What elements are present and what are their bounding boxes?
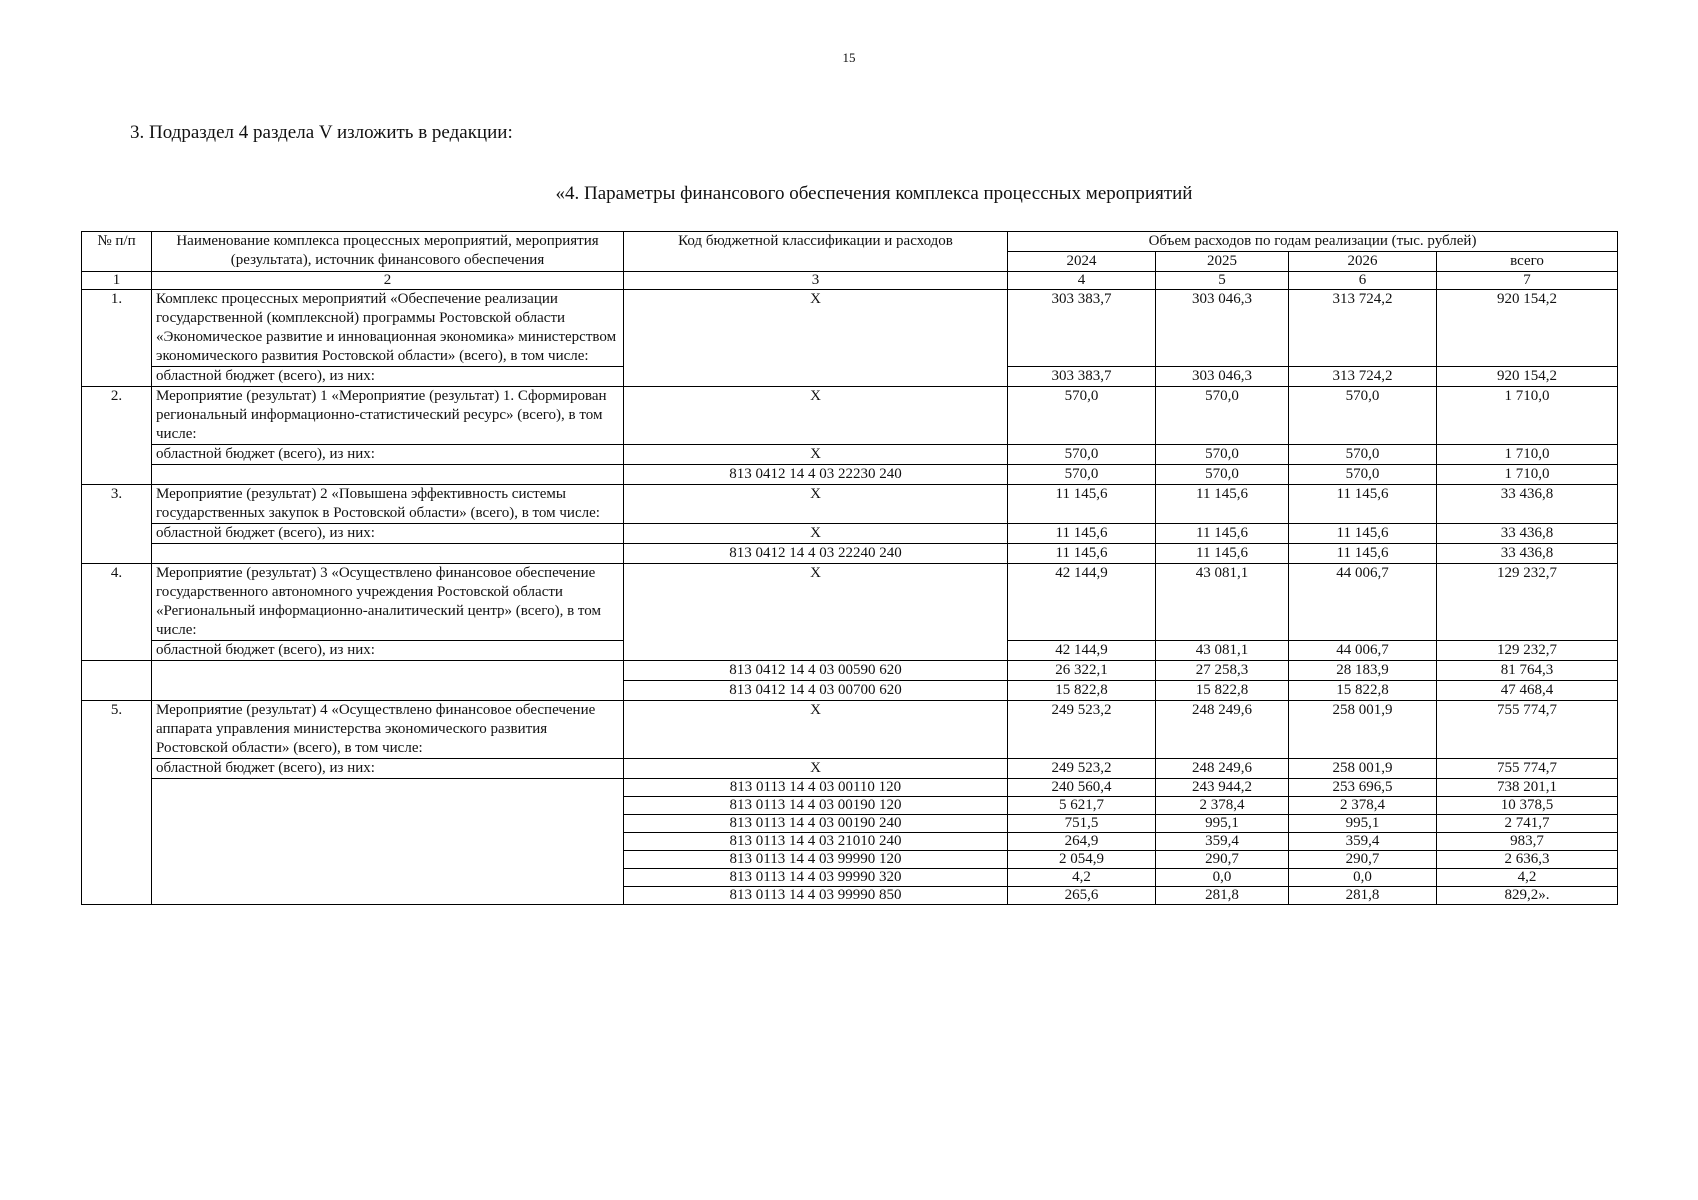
value-2026: 28 183,9 [1289, 661, 1437, 681]
value-total: 47 468,4 [1437, 681, 1618, 701]
header-volume: Объем расходов по годам реализации (тыс. рублей) [1008, 232, 1618, 252]
table-row [82, 779, 1618, 797]
value-2024: 15 822,8 [1008, 681, 1156, 701]
value-2025: 2 378,4 [1156, 797, 1289, 815]
empty-cell [152, 544, 624, 564]
value-2025: 303 046,3 [1156, 290, 1289, 367]
value-2026: 995,1 [1289, 815, 1437, 833]
value-2024: 11 145,6 [1008, 524, 1156, 544]
table-row [82, 445, 1618, 465]
value-2026: 313 724,2 [1289, 290, 1437, 367]
row-title: Комплекс процессных мероприятий «Обеспечение реализации государственной (комплексной) программы Ростовской области «Экономическое развитие и инновационная экономика» министерством экономического развития Ростовской области» (всего), в том числе: [152, 290, 624, 367]
value-total: 10 378,5 [1437, 797, 1618, 815]
value-2025: 11 145,6 [1156, 544, 1289, 564]
finance-table [81, 231, 1618, 905]
row-number: 3. [82, 485, 152, 564]
value-total: 129 232,7 [1437, 641, 1618, 661]
value-2025: 995,1 [1156, 815, 1289, 833]
value-total: 920 154,2 [1437, 290, 1618, 367]
column-number: 3 [624, 272, 1008, 290]
value-total: 33 436,8 [1437, 524, 1618, 544]
value-total: 2 636,3 [1437, 851, 1618, 869]
value-2025: 281,8 [1156, 887, 1289, 905]
value-2026: 11 145,6 [1289, 544, 1437, 564]
budget-code: X [624, 387, 1008, 445]
section-heading: «4. Параметры финансового обеспечения комплекса процессных мероприятий [555, 183, 1193, 204]
value-2026: 15 822,8 [1289, 681, 1437, 701]
table-row [82, 524, 1618, 544]
value-2024: 4,2 [1008, 869, 1156, 887]
page-number: 15 [842, 50, 856, 65]
value-2024: 570,0 [1008, 465, 1156, 485]
value-2026: 11 145,6 [1289, 485, 1437, 524]
value-total: 983,7 [1437, 833, 1618, 851]
value-2025: 27 258,3 [1156, 661, 1289, 681]
row-title: Мероприятие (результат) 1 «Мероприятие (результат) 1. Сформирован региональный информационно-статистический ресурс» (всего), в том числе: [152, 387, 624, 445]
value-2024: 42 144,9 [1008, 564, 1156, 641]
table-row [82, 564, 1618, 641]
budget-label: областной бюджет (всего), из них: [152, 445, 624, 465]
column-number: 6 [1289, 272, 1437, 290]
value-2026: 570,0 [1289, 465, 1437, 485]
row-title: Мероприятие (результат) 2 «Повышена эффективность системы государственных закупок в Ростовской области» (всего), в том числе: [152, 485, 624, 524]
budget-code: X [624, 445, 1008, 465]
budget-code: X [624, 290, 1008, 387]
value-2025: 570,0 [1156, 387, 1289, 445]
value-total: 33 436,8 [1437, 485, 1618, 524]
row-number: 2. [82, 387, 152, 485]
column-number: 4 [1008, 272, 1156, 290]
table-row [82, 701, 1618, 759]
empty-cell [152, 465, 624, 485]
value-total: 33 436,8 [1437, 544, 1618, 564]
table-row [82, 759, 1618, 779]
value-2026: 313 724,2 [1289, 367, 1437, 387]
budget-code: 813 0412 14 4 03 22240 240 [624, 544, 1008, 564]
value-total: 2 741,7 [1437, 815, 1618, 833]
value-2024: 26 322,1 [1008, 661, 1156, 681]
value-2026: 0,0 [1289, 869, 1437, 887]
column-number: 2 [152, 272, 624, 290]
row-number: 1. [82, 290, 152, 387]
budget-code: 813 0113 14 4 03 99990 320 [624, 869, 1008, 887]
table-row [82, 465, 1618, 485]
value-2026: 290,7 [1289, 851, 1437, 869]
budget-code: X [624, 759, 1008, 779]
value-2025: 243 944,2 [1156, 779, 1289, 797]
value-2025: 359,4 [1156, 833, 1289, 851]
value-2025: 15 822,8 [1156, 681, 1289, 701]
value-2025: 11 145,6 [1156, 524, 1289, 544]
row-title: Мероприятие (результат) 3 «Осуществлено финансовое обеспечение государственного автономного учреждения Ростовской области «Региональный информационно-аналитический центр» (всего), в том числе: [152, 564, 624, 641]
value-2024: 5 621,7 [1008, 797, 1156, 815]
budget-code: 813 0412 14 4 03 00590 620 [624, 661, 1008, 681]
budget-code: 813 0113 14 4 03 00110 120 [624, 779, 1008, 797]
budget-code: 813 0412 14 4 03 00700 620 [624, 681, 1008, 701]
value-2024: 11 145,6 [1008, 485, 1156, 524]
value-2024: 570,0 [1008, 387, 1156, 445]
value-total: 755 774,7 [1437, 701, 1618, 759]
value-2024: 249 523,2 [1008, 759, 1156, 779]
header-year: 2026 [1289, 252, 1437, 272]
value-2024: 303 383,7 [1008, 290, 1156, 367]
value-2025: 11 145,6 [1156, 485, 1289, 524]
value-total: 1 710,0 [1437, 445, 1618, 465]
value-2025: 303 046,3 [1156, 367, 1289, 387]
value-2026: 258 001,9 [1289, 701, 1437, 759]
header-year: 2024 [1008, 252, 1156, 272]
row-title: Мероприятие (результат) 4 «Осуществлено финансовое обеспечение аппарата управления министерства экономического развития Ростовской области» (всего), в том числе: [152, 701, 624, 759]
value-2026: 281,8 [1289, 887, 1437, 905]
value-2024: 240 560,4 [1008, 779, 1156, 797]
budget-code: 813 0113 14 4 03 00190 120 [624, 797, 1008, 815]
value-total: 4,2 [1437, 869, 1618, 887]
column-number: 5 [1156, 272, 1289, 290]
column-number: 7 [1437, 272, 1618, 290]
value-2025: 570,0 [1156, 465, 1289, 485]
table-row [82, 485, 1618, 524]
budget-label: областной бюджет (всего), из них: [152, 367, 624, 387]
header-year: 2025 [1156, 252, 1289, 272]
value-total: 829,2». [1437, 887, 1618, 905]
value-2025: 570,0 [1156, 445, 1289, 465]
budget-code: 813 0113 14 4 03 99990 850 [624, 887, 1008, 905]
header-total: всего [1437, 252, 1618, 272]
value-total: 1 710,0 [1437, 465, 1618, 485]
table-row [82, 661, 1618, 681]
header-name: Наименование комплекса процессных мероприятий, мероприятия (результата), источник финансового обеспечения [152, 232, 624, 272]
value-2024: 2 054,9 [1008, 851, 1156, 869]
budget-code: 813 0113 14 4 03 21010 240 [624, 833, 1008, 851]
table-row [82, 387, 1618, 445]
value-2026: 570,0 [1289, 445, 1437, 465]
header-num: № п/п [82, 232, 152, 272]
value-total: 129 232,7 [1437, 564, 1618, 641]
value-2024: 751,5 [1008, 815, 1156, 833]
value-2026: 44 006,7 [1289, 641, 1437, 661]
value-total: 920 154,2 [1437, 367, 1618, 387]
value-2026: 359,4 [1289, 833, 1437, 851]
value-2026: 570,0 [1289, 387, 1437, 445]
value-2026: 11 145,6 [1289, 524, 1437, 544]
value-2025: 0,0 [1156, 869, 1289, 887]
table-row [82, 544, 1618, 564]
value-2026: 258 001,9 [1289, 759, 1437, 779]
value-total: 1 710,0 [1437, 387, 1618, 445]
value-2025: 43 081,1 [1156, 564, 1289, 641]
value-2025: 248 249,6 [1156, 759, 1289, 779]
empty-cell [82, 661, 152, 701]
value-2024: 264,9 [1008, 833, 1156, 851]
header-code: Код бюджетной классификации и расходов [624, 232, 1008, 272]
intro-paragraph: 3. Подраздел 4 раздела V изложить в редакции: [130, 122, 513, 143]
value-2024: 303 383,7 [1008, 367, 1156, 387]
budget-code: 813 0412 14 4 03 22230 240 [624, 465, 1008, 485]
budget-label: областной бюджет (всего), из них: [152, 759, 624, 779]
budget-code: X [624, 564, 1008, 661]
row-number: 4. [82, 564, 152, 661]
value-2024: 265,6 [1008, 887, 1156, 905]
table-row [82, 290, 1618, 367]
value-2024: 249 523,2 [1008, 701, 1156, 759]
value-2024: 570,0 [1008, 445, 1156, 465]
row-number: 5. [82, 701, 152, 905]
budget-code: 813 0113 14 4 03 00190 240 [624, 815, 1008, 833]
budget-code: X [624, 485, 1008, 524]
value-total: 738 201,1 [1437, 779, 1618, 797]
value-total: 755 774,7 [1437, 759, 1618, 779]
value-2024: 42 144,9 [1008, 641, 1156, 661]
value-2026: 253 696,5 [1289, 779, 1437, 797]
value-2025: 43 081,1 [1156, 641, 1289, 661]
empty-cell [152, 661, 624, 701]
value-2025: 248 249,6 [1156, 701, 1289, 759]
value-2026: 44 006,7 [1289, 564, 1437, 641]
empty-cell [152, 779, 624, 905]
budget-label: областной бюджет (всего), из них: [152, 524, 624, 544]
value-2024: 11 145,6 [1008, 544, 1156, 564]
budget-label: областной бюджет (всего), из них: [152, 641, 624, 661]
budget-code: 813 0113 14 4 03 99990 120 [624, 851, 1008, 869]
value-2025: 290,7 [1156, 851, 1289, 869]
budget-code: X [624, 701, 1008, 759]
column-number: 1 [82, 272, 152, 290]
value-2026: 2 378,4 [1289, 797, 1437, 815]
budget-code: X [624, 524, 1008, 544]
value-total: 81 764,3 [1437, 661, 1618, 681]
